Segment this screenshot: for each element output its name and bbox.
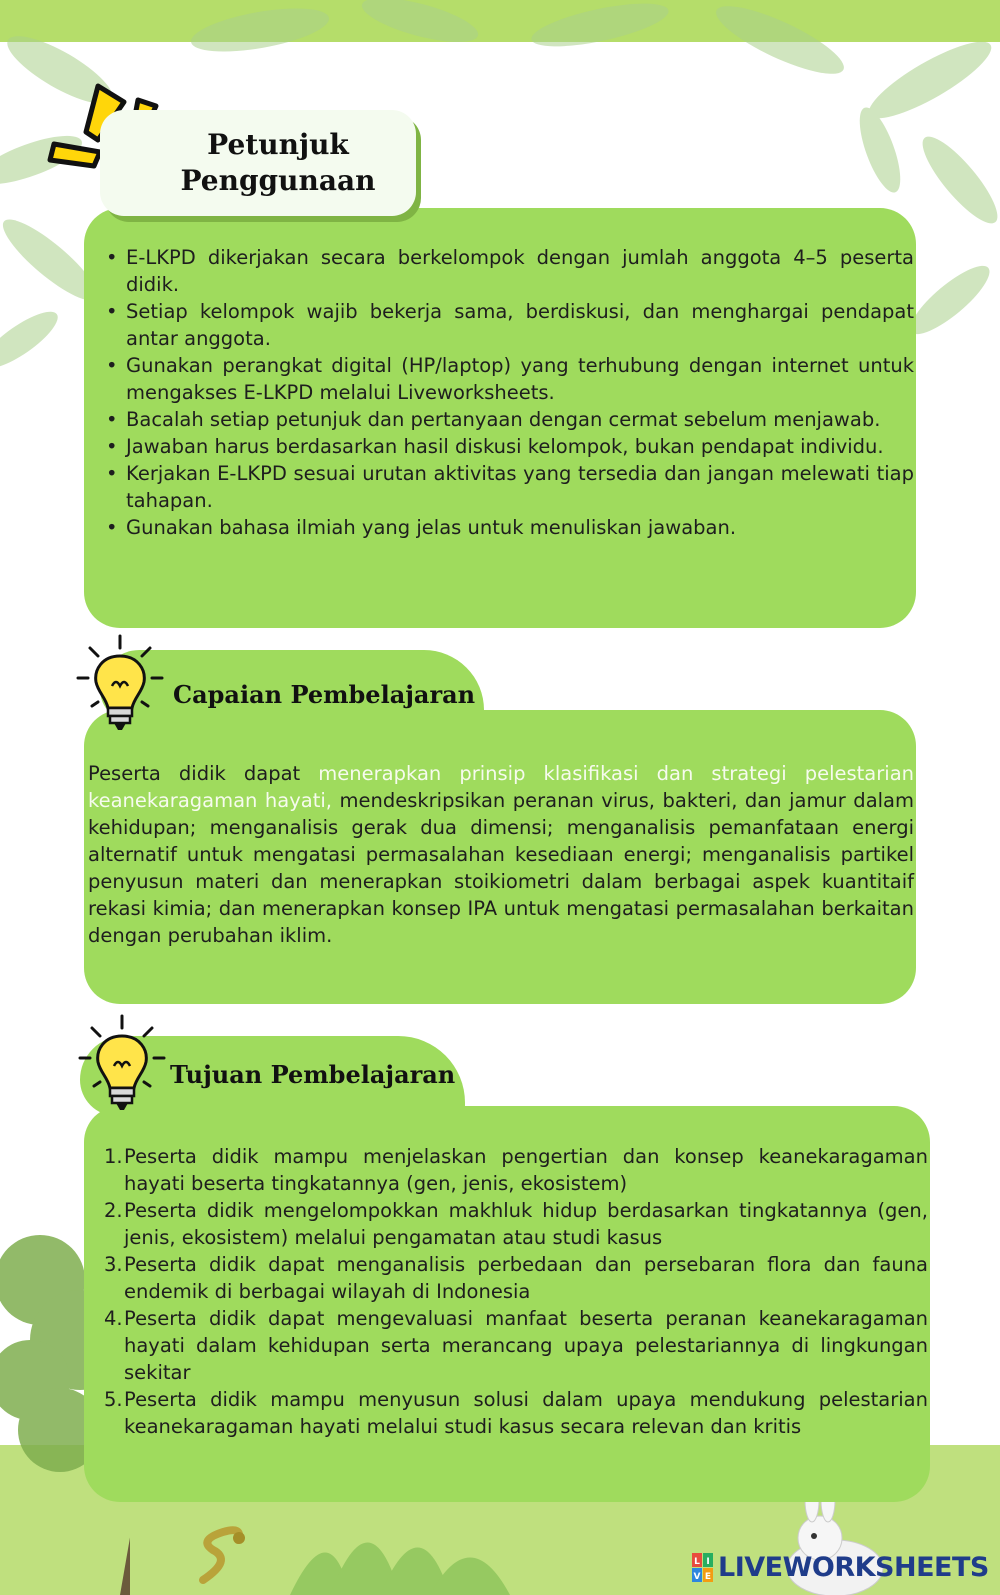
lightbulb-icon (76, 1014, 172, 1118)
learning-outcomes-title: Capaian Pembelajaran (173, 680, 476, 709)
svg-text:V: V (693, 1571, 701, 1582)
instructions-title: Petunjuk Penggunaan (180, 128, 376, 197)
list-item: • Kerjakan E-LKPD sesuai urutan aktivitas yang tersedia dan jangan melewati tiap tahapan. (106, 460, 914, 514)
liveworksheets-logo[interactable] (692, 1552, 989, 1583)
svg-text:I: I (706, 1556, 710, 1567)
learning-objectives-title: Tujuan Pembelajaran (170, 1060, 456, 1089)
instructions-list (106, 244, 914, 541)
instructions-title-tab (100, 110, 416, 216)
list-item: • Jawaban harus berdasarkan hasil diskusi kelompok, bukan pendapat individu. (106, 433, 914, 460)
learning-outcomes-text: Peserta didik dapat menerapkan prinsip klasifikasi dan strategi pelestarian keanekaragaman hayati, mendeskripsikan peranan virus, bakteri, dan jamur dalam kehidupan; menganalisis gerak dua dimensi; menganalisis pemanfataan energi alternatif untuk mengatasi permasalahan kesediaan energi; menganalisis partikel penyusun materi dan menerapkan stoikiometri dalam berbagai aspek kuantitaif rekasi kimia; dan menerapkan konsep IPA untuk mengatasi permasalahan berkaitan dengan perubahan iklim. (88, 762, 915, 947)
list-item: 3. Peserta didik dapat menganalisis perbedaan dan persebaran flora dan fauna endemik di berbagai wilayah di Indonesia (104, 1253, 928, 1303)
liveworksheets-brand-icon (692, 1553, 714, 1583)
lightbulb-icon (74, 634, 170, 738)
list-item: 4. Peserta didik dapat mengevaluasi manfaat beserta peranan keanekaragaman hayati dalam kehidupan serta merancang upaya pelestariannya di lingkungan sekitar (104, 1307, 928, 1384)
list-item: 2. Peserta didik mengelompokkan makhluk hidup berdasarkan tingkatannya (gen, jenis, ekosistem) melalui pengamatan atau studi kasus (104, 1199, 928, 1249)
svg-text:E: E (704, 1571, 712, 1582)
snake-decoration (193, 1520, 273, 1590)
list-item: 5. Peserta didik mampu menyusun solusi dalam upaya mendukung pelestarian keanekaragaman hayati melalui studi kasus secara relevan dan kritis (104, 1388, 928, 1438)
list-item: • Bacalah setiap petunjuk dan pertanyaan dengan cermat sebelum menjawab. (106, 406, 914, 433)
list-item: • Gunakan perangkat digital (HP/laptop) yang terhubung dengan internet untuk mengakses E-LKPD melalui Liveworksheets. (106, 352, 914, 406)
svg-text:L: L (694, 1556, 700, 1567)
list-item: 1. Peserta didik mampu menjelaskan pengertian dan konsep keanekaragaman hayati beserta tingkatannya (gen, jenis, ekosistem) (104, 1145, 928, 1195)
list-item: • Setiap kelompok wajib bekerja sama, berdiskusi, dan menghargai pendapat antar anggota. (106, 298, 914, 352)
list-item: • E-LKPD dikerjakan secara berkelompok dengan jumlah anggota 4–5 peserta didik. (106, 244, 914, 298)
learning-objectives-list (104, 1143, 928, 1440)
highlighted-text: menerapkan prinsip klasifikasi dan strategi pelestarian keanekaragaman hayati, (88, 762, 914, 812)
liveworksheets-wordmark: LIVEWORKSHEETS (718, 1552, 989, 1583)
list-item: • Gunakan bahasa ilmiah yang jelas untuk menuliskan jawaban. (106, 514, 914, 541)
